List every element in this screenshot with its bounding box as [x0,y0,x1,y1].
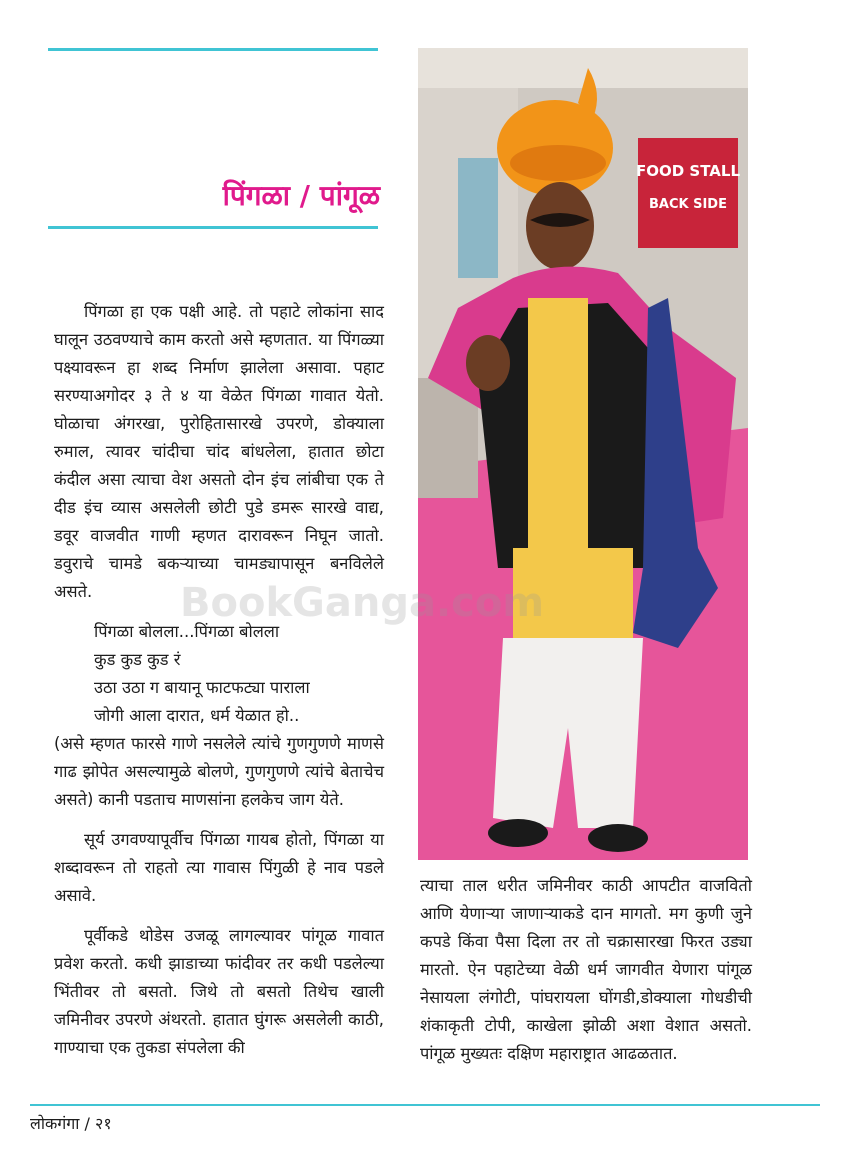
poem [54,618,384,730]
title-underline-rule [48,226,378,229]
page-footer: लोकगंगा / २१ [30,1114,112,1133]
right-column [420,872,752,1080]
poem-line: पिंगळा बोलला...पिंगळा बोलला [94,622,280,641]
paragraph-humming: (असे म्हणत फारसे गाणे नसलेले त्यांचे गुणगुणणे माणसे गाढ झोपेत असल्यामुळे बोलणे, गुणगुणणे त्यांचे बेताचेच असते) कानी पडताच माणसांना हलकेच जाग येते. [54,734,384,809]
paragraph-sunrise: सूर्य उगवण्यापूर्वीच पिंगळा गायब होतो, पिंगळा या शब्दावरून तो राहतो त्या गावास पिंगुळी हे नाव पडले असावे. [54,830,384,905]
poem-line: जोगी आला दारात, धर्म येळात हो.. [94,706,300,725]
left-column [54,298,384,1074]
paragraph-pangul-intro: पूर्वीकडे थोडेस उजळू लागल्यावर पांगूळ गावात प्रवेश करतो. कधी झाडाच्या फांदीवर तर कधी पडलेल्या भिंतीवर तो बसतो. जिथे तो बसतो तिथेच खाली जमिनीवर उपरणे अंथरतो. हातात घुंगरू असलेली काठी, गाण्याचा एक तुकडा संपलेला की [54,926,384,1057]
page-title: पिंगळा / पांगूळ [222,179,380,212]
paragraph-pingala-intro: पिंगळा हा एक पक्षी आहे. तो पहाटे लोकांना साद घालून उठवण्याचे काम करतो असे म्हणतात. या पिंगळ्या पक्ष्यावरून हा शब्द निर्माण झालेला असावा. पहाट सरण्याअगोदर ३ ते ४ या वेळेत पिंगळा गावात येतो. घोळाचा अंगरखा, पुरोहितासारखे उपरणे, डोक्याला रुमाल, त्यावर चांदीचा चांद बांधलेला, हातात छोटा कंदील असा त्याचा वेश असतो दोन इंच लांबीचा एक ते दीड इंच व्यास असलेली छोटी पुडे डमरू सारखे वाद्य, डवूर वाजवीत गाणी म्हणत दारावरून निघून जातो. डवुराचे चामडे बकऱ्याच्या चामड्यापासून बनविलेले असते. [54,302,384,601]
footer-rule [30,1104,820,1106]
poem-line: कुड कुड कुड रं [94,650,181,669]
top-rule [48,48,378,51]
paragraph-pangul-continued: त्याचा ताल धरीत जमिनीवर काठी आपटीत वाजवितो आणि येणाऱ्या जाणाऱ्याकडे दान मागतो. मग कुणी जुने कपडे किंवा पैसा दिला तर तो चक्रासारखा फिरत उड्या मारतो. ऐन पहाटेच्या वेळी धर्म जागवीत येणारा पांगूळ नेसायला लंगोटी, पांघरायला घोंगडी,डोक्याला गोधडीची शंकाकृती टोपी, काखेला झोळी अशा वेशात असतो. पांगूळ मुख्यतः दक्षिण महाराष्ट्रात आढळतात. [420,876,752,1063]
photo-pangul-man [418,48,748,860]
sign-text-food-stall: FOOD STALL [635,162,741,180]
watermark: BookGanga.com [180,580,545,626]
poem-line: उठा उठा ग बायानू फाटफट्या पाराला [94,678,310,697]
sign-text-back-side: BACK SIDE [649,197,727,212]
